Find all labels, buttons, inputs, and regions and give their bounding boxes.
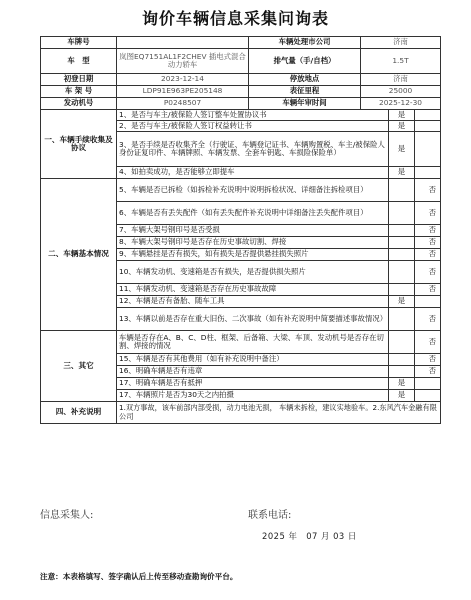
item-7-no: 否: [415, 225, 441, 237]
section-1-title: 一、车辆手续收集及协议: [41, 110, 117, 179]
item-9-no: 否: [415, 249, 441, 261]
plate-label: 车牌号: [41, 37, 117, 49]
inquiry-form-table: [40, 36, 441, 424]
inspect-value: 2025-12-30: [361, 98, 441, 110]
item-8-yes: [389, 237, 415, 249]
displacement-value: 1.5T: [361, 49, 441, 74]
engine-label: 发动机号: [41, 98, 117, 110]
item-5-no: 否: [415, 179, 441, 202]
item-1-no: [415, 110, 441, 121]
item-16-no: 否: [415, 366, 441, 378]
item-8: 8、车辆大架号钢印号是否存在历史事故切割、焊接: [117, 237, 389, 249]
item-13-no: 否: [415, 308, 441, 331]
item-17: 17、明确车辆是否有抵押: [117, 378, 389, 390]
item-3-yes: 是: [389, 132, 415, 167]
park-value: 济南: [361, 74, 441, 86]
item-13: 13、车辆以前是否存在重大旧伤、二次事故（如有补充说明中简要描述事故情况）: [117, 308, 389, 331]
item-11-no: 否: [415, 284, 441, 296]
item-15-no: 否: [415, 354, 441, 366]
displacement-label: 排气量（手/自档）: [249, 49, 361, 74]
item-6-yes: [389, 202, 415, 225]
model-label: 车 型: [41, 49, 117, 74]
item-7: 7、车辆大架号钢印号是否受损: [117, 225, 389, 237]
vin-value: LDP91E963PE205148: [117, 86, 249, 98]
item-14: 车辆是否存在A、B、C、D柱、框架、后备箱、大梁、车顶、发动机号是否存在切割、焊接的情况: [117, 331, 389, 354]
item-5-yes: [389, 179, 415, 202]
item-10: 10、车辆发动机、变速箱是否有损失，是否提供损失照片: [117, 261, 389, 284]
inspect-label: 车辆年审时间: [249, 98, 361, 110]
item-2: 2、是否与车主/被保险人签订权益转让书: [117, 121, 389, 132]
item-12-no: [415, 296, 441, 308]
item-12: 12、车辆是否有备胎、随车工具: [117, 296, 389, 308]
item-4-no: [415, 167, 441, 179]
item-10-no: 否: [415, 261, 441, 284]
mileage-value: 25000: [361, 86, 441, 98]
item-4: 4、如拍卖成功，是否能够立即提车: [117, 167, 389, 179]
item-8-no: 否: [415, 237, 441, 249]
collector-label: 信息采集人:: [40, 510, 94, 521]
item-15-yes: [389, 354, 415, 366]
item-2-no: [415, 121, 441, 132]
item-16-yes: [389, 366, 415, 378]
item-6: 6、车辆是否有丢失配件（如有丢失配件补充说明中详细备注丢失配件项目）: [117, 202, 389, 225]
item-18-no: [415, 390, 441, 402]
item-12-yes: 是: [389, 296, 415, 308]
supplement-note: 1.双方事故，该车前部内部受损，动力电池无损， 车辆未拆检，建议实地验车。2.东风汽车金融有限公司: [117, 402, 441, 424]
form-date: 2025 年 07 月 03 日: [262, 531, 357, 541]
item-13-yes: [389, 308, 415, 331]
mileage-label: 表征里程: [249, 86, 361, 98]
item-9: 9、车辆悬挂是否有损失，如有损失是否提供悬挂损失照片: [117, 249, 389, 261]
item-3-no: [415, 132, 441, 167]
engine-value: P0248507: [117, 98, 249, 110]
item-11: 11、车辆发动机、变速箱是否存在历史事故故障: [117, 284, 389, 296]
item-4-yes: 是: [389, 167, 415, 179]
item-14-no: 否: [415, 331, 441, 354]
section-3-title: 三、其它: [41, 331, 117, 402]
item-6-no: 否: [415, 202, 441, 225]
plate-value: [117, 37, 249, 49]
vin-label: 车 架 号: [41, 86, 117, 98]
section-4-title: 四、补充说明: [41, 402, 117, 424]
form-title: 询价车辆信息采集问询表: [141, 9, 329, 28]
section-2-title: 二、车辆基本情况: [41, 179, 117, 331]
item-5: 5、车辆是否已拆检（如拆检补充说明中说明拆检状况、详细备注拆检项目）: [117, 179, 389, 202]
item-1: 1、是否与车主/被保险人签订整车处置协议书: [117, 110, 389, 121]
item-7-yes: [389, 225, 415, 237]
item-10-yes: [389, 261, 415, 284]
city-label: 车辆处理市公司: [249, 37, 361, 49]
item-11-yes: [389, 284, 415, 296]
item-17-yes: 是: [389, 378, 415, 390]
reg-date-label: 初登日期: [41, 74, 117, 86]
item-18-yes: 是: [389, 390, 415, 402]
reg-date-value: 2023-12-14: [117, 74, 249, 86]
item-17-no: [415, 378, 441, 390]
model-value: 岚图EQ7151AL1F2CHEV 插电式混合动力轿车: [117, 49, 249, 74]
park-label: 停放地点: [249, 74, 361, 86]
item-3: 3、是否手续是否收集齐全（行驶证、车辆登记证书、车辆购置税、车主/被保险人身份证复印件、车辆牌照、车辆发票、全套车钥匙、车损险保险单）: [117, 132, 389, 167]
item-18: 17、车辆照片是否为30天之内拍摄: [117, 390, 389, 402]
item-16: 16、明确车辆是否有违章: [117, 366, 389, 378]
item-14-yes: [389, 331, 415, 354]
item-1-yes: 是: [389, 110, 415, 121]
item-2-yes: 是: [389, 121, 415, 132]
city-value: 济南: [361, 37, 441, 49]
item-15: 15、车辆是否有其他费用（如有补充说明中备注）: [117, 354, 389, 366]
phone-label: 联系电话:: [248, 510, 292, 521]
item-9-yes: [389, 249, 415, 261]
footer-note: 注意：本表格填写、签字确认后上传至移动查勘询价平台。: [40, 572, 238, 581]
